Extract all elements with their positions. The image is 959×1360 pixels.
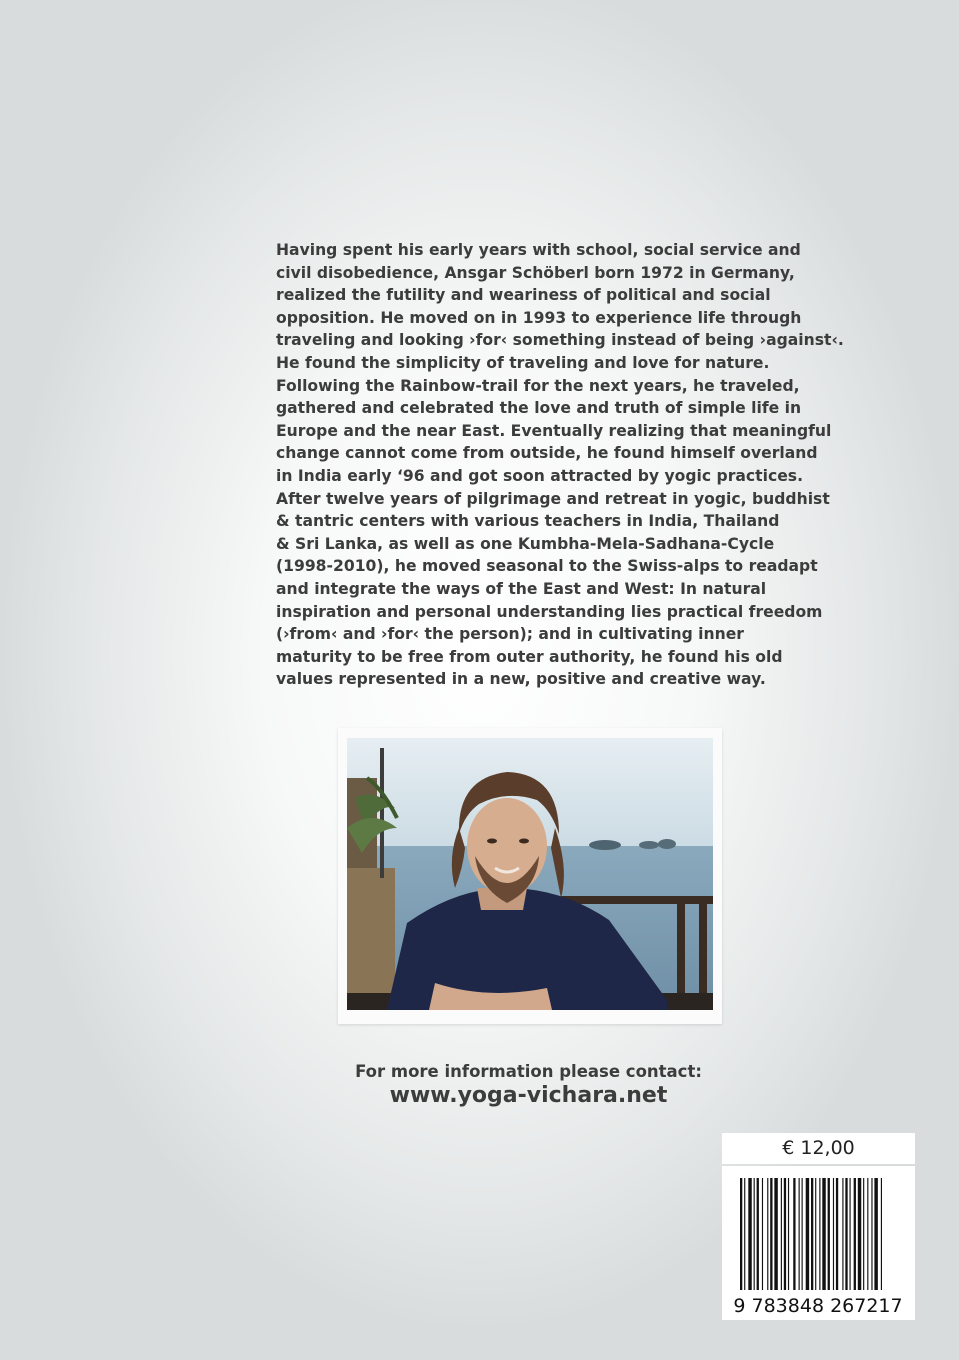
author-bio	[276, 239, 844, 691]
bio-line: (›from‹ and ›for‹ the person); and in cultivating inner	[276, 625, 744, 644]
bio-line: Following the Rainbow-trail for the next years, he traveled,	[276, 376, 800, 395]
bio-line: values represented in a new, positive and creative way.	[276, 670, 766, 689]
bio-line: in India early ‘96 and got soon attracted by yogic practices.	[276, 466, 803, 485]
bio-line: Europe and the near East. Eventually realizing that meaningful	[276, 421, 832, 440]
bio-line: maturity to be free from outer authority, he found his old	[276, 647, 783, 666]
bio-line: inspiration and personal understanding lies practical freedom	[276, 602, 823, 621]
author-photo-frame	[338, 728, 722, 1024]
bio-line: gathered and celebrated the love and truth of simple life in	[276, 399, 802, 418]
bio-line: civil disobedience, Ansgar Schöberl born 1972 in Germany,	[276, 263, 795, 282]
price-label: € 12,00	[722, 1133, 915, 1164]
contact-label: For more information please contact:	[355, 1062, 702, 1081]
bio-line: change cannot come from outside, he found himself overland	[276, 444, 818, 463]
bio-line: realized the futility and weariness of political and social	[276, 286, 771, 305]
author-photo	[347, 738, 713, 1010]
bio-line: After twelve years of pilgrimage and retreat in yogic, buddhist	[276, 489, 830, 508]
bio-line: (1998-2010), he moved seasonal to the Swiss-alps to readapt	[276, 557, 818, 576]
bio-line: Having spent his early years with school, social service and	[276, 241, 801, 259]
website-link[interactable]: www.yoga-vichara.net	[389, 1083, 668, 1108]
bio-line: & tantric centers with various teachers in India, Thailand	[276, 512, 780, 531]
isbn-barcode	[722, 1166, 915, 1320]
bio-line: He found the simplicity of traveling and love for nature.	[276, 353, 770, 372]
bio-line: opposition. He moved on in 1993 to experience life through	[276, 308, 802, 327]
bio-line: and integrate the ways of the East and West: In natural	[276, 579, 767, 598]
bio-line: traveling and looking ›for‹ something instead of being ›against‹.	[276, 331, 844, 350]
bio-line: & Sri Lanka, as well as one Kumbha-Mela-Sadhana-Cycle	[276, 534, 775, 553]
isbn-number: 9 783848 267217	[733, 1295, 903, 1317]
